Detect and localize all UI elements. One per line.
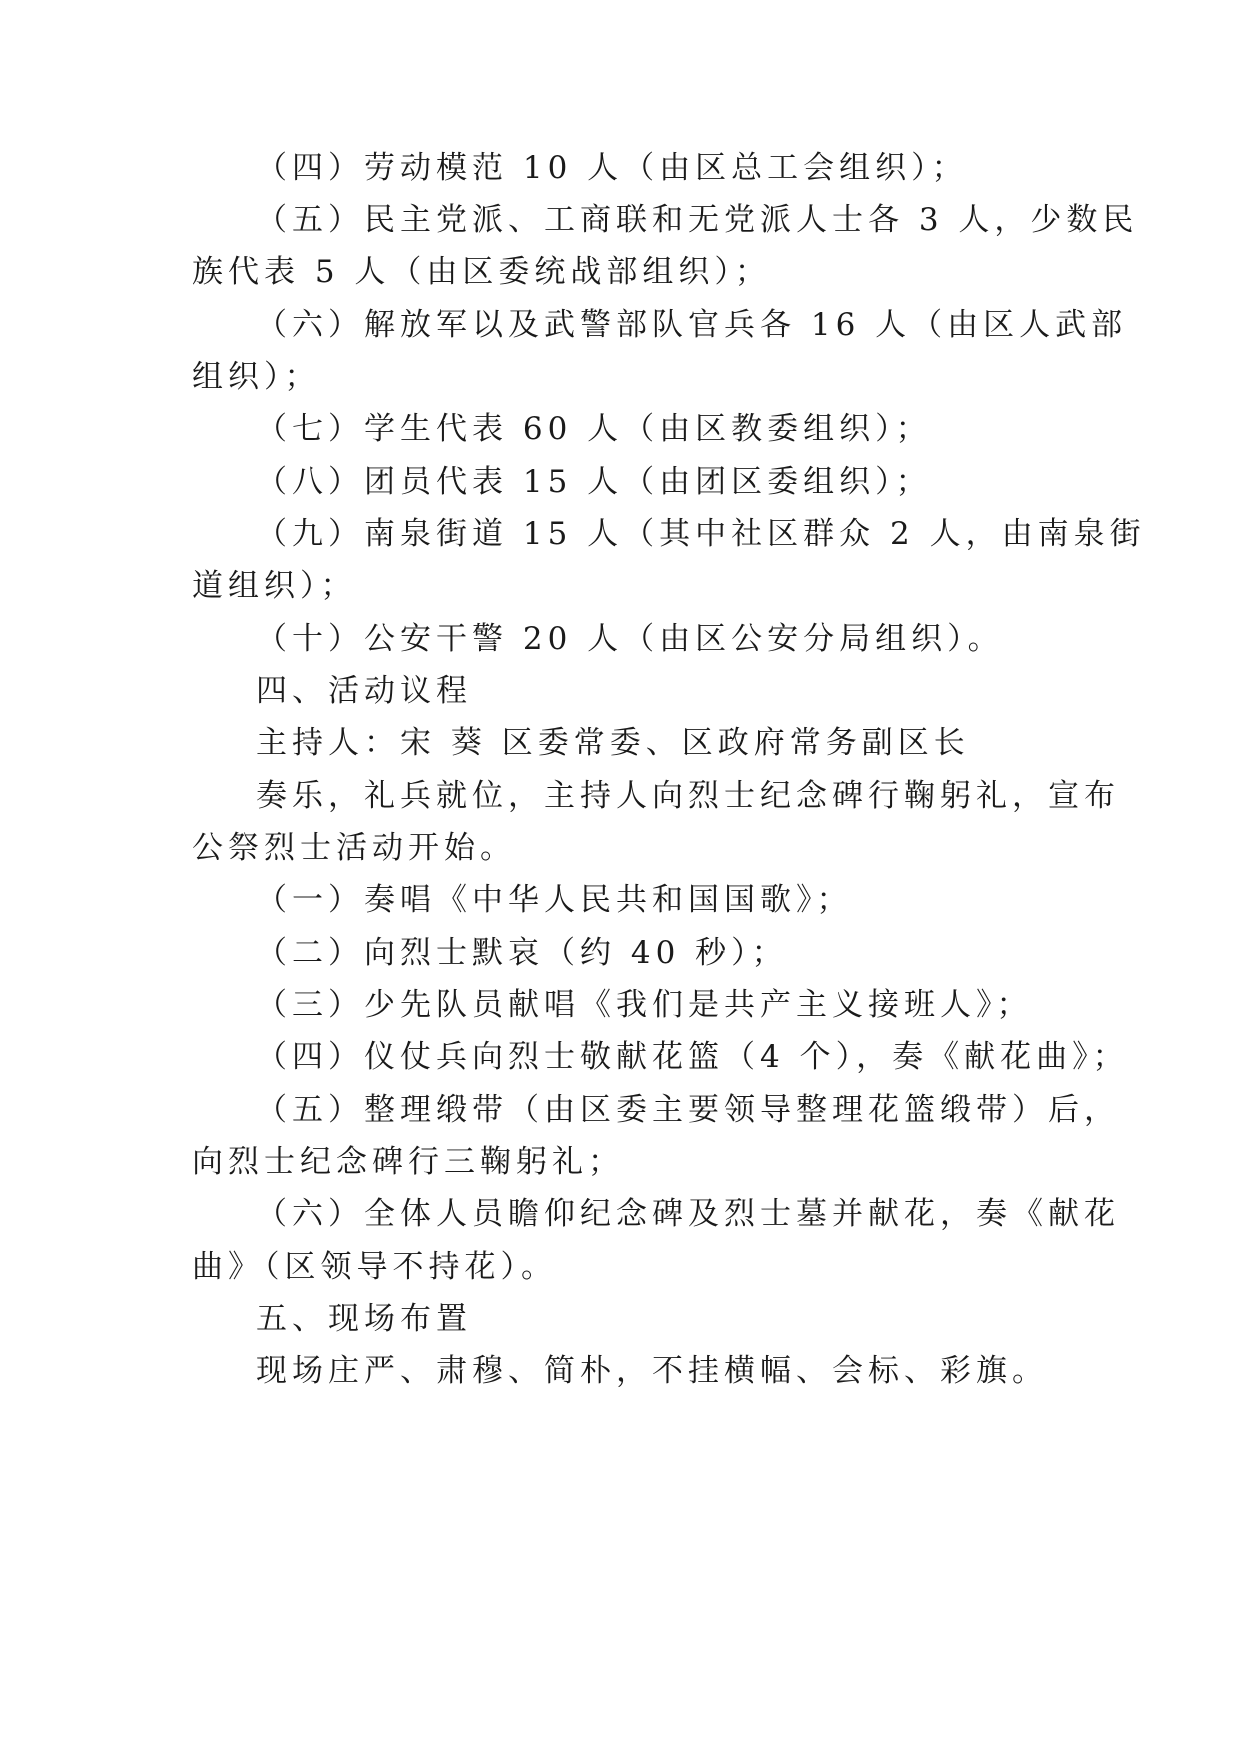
text-line: （四）劳动模范 10 人（由区总工会组织）； [256, 150, 968, 186]
text-line: （八）团员代表 15 人（由团区委组织）； [256, 464, 932, 500]
section-heading: 四、活动议程 [256, 673, 472, 709]
text-line: 现场庄严、肃穆、简朴，不挂横幅、会标、彩旗。 [256, 1353, 1048, 1389]
text-line: （五）整理缎带（由区委主要领导整理花篮缎带）后， [256, 1092, 1120, 1128]
text-line: 道组织）； [192, 568, 357, 604]
text-line: 族代表 5 人（由区委统战部组织）； [192, 254, 771, 290]
text-line: （六）全体人员瞻仰纪念碑及烈士墓并献花，奏《献花 [256, 1196, 1120, 1232]
text-line: （四）仪仗兵向烈士敬献花篮（4 个），奏《献花曲》； [256, 1039, 1129, 1075]
text-line: 公祭烈士活动开始。 [192, 830, 516, 866]
text-line: 曲》（区领导不持花）。 [192, 1249, 557, 1285]
text-line: （七）学生代表 60 人（由区教委组织）； [256, 411, 932, 447]
text-line: 向烈士纪念碑行三鞠躬礼； [192, 1144, 624, 1180]
text-line: 奏乐，礼兵就位，主持人向烈士纪念碑行鞠躬礼，宣布 [256, 778, 1120, 814]
text-line: （二）向烈士默哀（约 40 秒）； [256, 935, 788, 971]
section-heading: 五、现场布置 [256, 1301, 472, 1337]
text-line: （六）解放军以及武警部队官兵各 16 人（由区人武部 [256, 307, 1128, 343]
text-line: （五）民主党派、工商联和无党派人士各 3 人，少数民 [256, 202, 1139, 238]
text-line: （九）南泉街道 15 人（其中社区群众 2 人，由南泉街 [256, 516, 1146, 552]
text-line: （十）公安干警 20 人（由区公安分局组织）。 [256, 621, 1004, 657]
text-line: （三）少先队员献唱《我们是共产主义接班人》； [256, 987, 1033, 1023]
text-line: 组织）； [192, 359, 321, 395]
text-line: 主持人：宋 葵 区委常委、区政府常务副区长 [256, 725, 970, 761]
text-line: （一）奏唱《中华人民共和国国歌》； [256, 882, 853, 918]
